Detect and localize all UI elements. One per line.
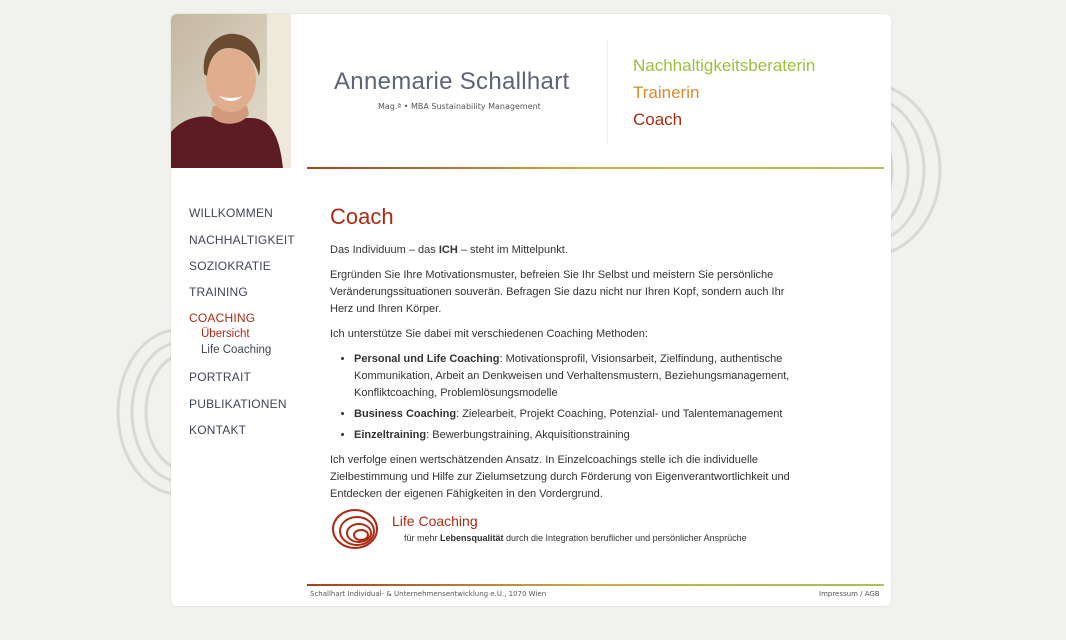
decorative-swirl-left — [112, 325, 172, 500]
lc-sub-bold: Lebensqualität — [440, 533, 504, 543]
list-item — [354, 427, 790, 444]
nav-subitem-life-coaching[interactable]: Life Coaching — [201, 344, 272, 356]
paragraph-motivation: Ergründen Sie Ihre Motivationsmuster, befreien Sie Ihr Selbst und meistern Sie persönliche Veränderungssituationen souverän. Befragen Sie dazu nicht nur Ihren Kopf, sondern auch Ihr Herz und Ihren Körper. — [330, 269, 785, 315]
list-item — [354, 351, 790, 402]
paragraph-approach: Ich verfolge einen wertschätzenden Ansatz. In Einzelcoachings stelle ich die individuelle Zielbestimmung und Hilfe zur Zielumsetzung durch Förderung von Eigenverantwortlichkeit und Entdecken der eigenen Fähigkeiten in den Vordergrund. — [330, 454, 790, 500]
header-gradient-line — [307, 167, 884, 169]
page-title: Coach — [330, 204, 394, 229]
role-sustainability-consultant: Nachhaltigkeitsberaterin — [633, 56, 816, 75]
nav-item-kontakt[interactable]: KONTAKT — [189, 423, 247, 437]
page-card — [171, 14, 891, 606]
spiral-logo-icon — [331, 508, 379, 550]
person-degree: Mag.ª • MBA Sustainability Management — [378, 102, 541, 111]
footer-impressum-link[interactable]: Impressum / AGB — [819, 590, 880, 598]
role-trainer: Trainerin — [633, 83, 700, 102]
nav-item-nachhaltigkeit[interactable]: NACHHALTIGKEIT — [189, 233, 295, 247]
methods-list — [330, 351, 790, 444]
lc-sub-pre: für mehr — [404, 533, 441, 543]
intro-bold: ICH — [438, 244, 458, 256]
footer-company: Schallhart Individual- & Unternehmensentwicklung e.U., 1070 Wien — [310, 590, 547, 598]
role-coach: Coach — [633, 110, 683, 129]
list-item-text: : Zielearbeit, Projekt Coaching, Potenzial- und Talentemanagement — [456, 408, 783, 420]
life-coaching-title: Life Coaching — [392, 513, 478, 529]
list-item — [354, 406, 790, 423]
header-divider — [607, 40, 608, 144]
nav-item-soziokratie[interactable]: SOZIOKRATIE — [189, 259, 271, 273]
footer-gradient-line — [307, 584, 884, 586]
list-item-text: : Motivationsprofil, Visionsarbeit, Zielfindung, authentische Kommunikation, Arbeit an Denkweisen und Verhaltensmustern, Beziehungsmanagement, Konfliktcoaching, Problemlösungsmodelle — [354, 353, 790, 399]
nav-item-training[interactable]: TRAINING — [189, 285, 248, 299]
nav-item-publikationen[interactable]: PUBLIKATIONEN — [189, 397, 287, 411]
lc-sub-post: durch die Integration beruflicher und persönlicher Ansprüche — [503, 533, 747, 543]
person-name: Annemarie Schallhart — [334, 68, 570, 95]
role-list — [633, 52, 815, 133]
nav-item-portrait[interactable]: PORTRAIT — [189, 370, 252, 384]
intro-post: – steht im Mittelpunkt. — [457, 244, 568, 256]
nav-item-willkommen[interactable]: WILLKOMMEN — [189, 206, 274, 220]
list-item-bold: Business Coaching — [354, 408, 457, 420]
nav-subitem-uebersicht[interactable]: Übersicht — [201, 328, 250, 340]
list-item-bold: Einzeltraining — [354, 429, 427, 441]
intro-text — [330, 242, 790, 259]
portrait-photo — [171, 14, 291, 168]
intro-pre: Das Individuum – das — [330, 244, 439, 256]
life-coaching-subtitle — [404, 533, 747, 543]
nav-item-coaching[interactable]: COACHING — [189, 311, 256, 325]
main-content — [330, 202, 790, 511]
main-navigation — [189, 206, 295, 437]
list-item-text: : Bewerbungstraining, Akquisitionstraining — [426, 429, 630, 441]
life-coaching-banner[interactable] — [331, 508, 791, 552]
list-item-bold: Personal und Life Coaching — [354, 353, 500, 365]
paragraph-methods: Ich unterstütze Sie dabei mit verschiedenen Coaching Methoden: — [330, 328, 648, 340]
